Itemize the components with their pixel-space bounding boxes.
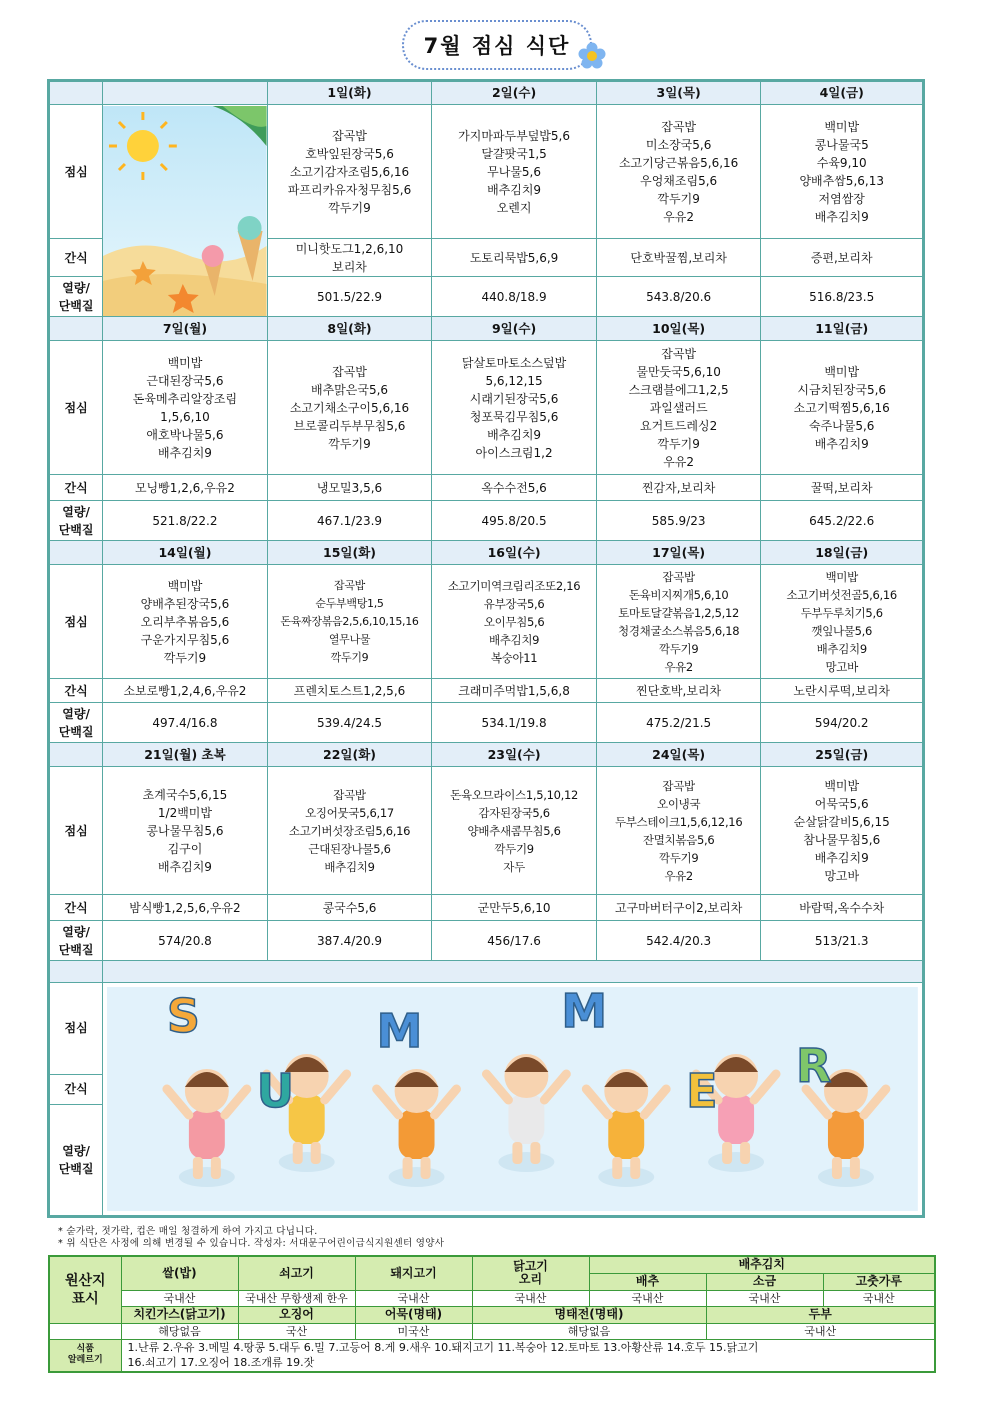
origin-header: 명태전(명태): [472, 1306, 706, 1323]
snack-cell: 증편,보리차: [761, 239, 924, 277]
row-label-energy: 열량/ 단백질: [49, 921, 103, 961]
origin-value: 국산: [238, 1323, 355, 1339]
date-cell: 18일(금): [761, 541, 924, 565]
energy-cell: 495.8/20.5: [432, 501, 597, 541]
lunch-cell: 초계국수5,6,15 1/2백미밥 콩나물무침5,6 김구이 배추김치9: [103, 767, 268, 895]
beach-illustration: [103, 105, 268, 317]
lunch-cell: 잡곡밥 미소장국5,6 소고기당근볶음5,6,16 우엉채조림5,6 깍두기9 우유2: [596, 105, 761, 239]
week-2-energy: [49, 501, 924, 541]
origin-header: 두부: [706, 1306, 935, 1323]
lunch-cell: 잡곡밥 돈육비지찌개5,6,10 토마토달걀볶음1,2,5,12 청경채굴소스볶음5,6,18 깍두기9 우유2: [596, 565, 761, 679]
note-line: * 숟가락, 젓가락, 컵은 매일 청결하게 하여 가지고 다닙니다.: [58, 1226, 318, 1237]
lunch-cell: 잡곡밥 호박잎된장국5,6 소고기감자조림5,6,16 파프리카유자청무침5,6 깍두기9: [267, 105, 432, 239]
week-5-lunch: [49, 983, 924, 1075]
origin-table: [48, 1255, 936, 1373]
origin-value: 미국산: [355, 1323, 472, 1339]
summer-kids-image: [107, 987, 918, 1211]
row-label-energy: 열량/ 단백질: [49, 501, 103, 541]
date-cell: 21일(월) 초복: [103, 743, 268, 767]
energy-cell: 542.4/20.3: [596, 921, 761, 961]
snack-cell: 밤식빵1,2,5,6,우유2: [103, 895, 268, 921]
lunch-cell: 잡곡밥 물만둣국5,6,10 스크램블에그1,2,5 과일샐러드 요거트드레싱2 깍두기9 우유2: [596, 341, 761, 475]
summer-letter: R: [796, 1038, 832, 1094]
date-cell: 14일(월): [103, 541, 268, 565]
energy-cell: 501.5/22.9: [267, 277, 432, 317]
lunch-cell: 잡곡밥 오징어뭇국5,6,17 소고기버섯장조림5,6,16 근대된장나물5,6 배추김치9: [267, 767, 432, 895]
snack-cell: 냉모밀3,5,6: [267, 475, 432, 501]
allergy-text: 1.난류 2.우유 3.메밀 4.땅콩 5.대두 6.밀 7.고등어 8.게 9.새우 10.돼지고기 11.복숭아 12.토마토 13.아황산류 14.호두 15.닭고기 16.쇠고기 17.오징어 18.조개류 19.잣: [121, 1339, 935, 1372]
summer-letter: M: [376, 1003, 423, 1059]
snack-cell: 꿀떡,보리차: [761, 475, 924, 501]
summer-letter: E: [686, 1063, 718, 1119]
energy-cell: 497.4/16.8: [103, 703, 268, 743]
lunch-cell: 가지마파두부덮밥5,6 달걀팟국1,5 무나물5,6 배추김치9 오렌지: [432, 105, 597, 239]
date-cell: 16일(수): [432, 541, 597, 565]
date-cell: 3일(목): [596, 81, 761, 105]
snack-cell: 바람떡,옥수수차: [761, 895, 924, 921]
week-5-dates: [49, 961, 924, 983]
energy-cell: 516.8/23.5: [761, 277, 924, 317]
week-4-energy: [49, 921, 924, 961]
date-cell: 7일(월): [103, 317, 268, 341]
lunch-cell: 잡곡밥 배추맑은국5,6 소고기채소구이5,6,16 브로콜리두부무침5,6 깍두기9: [267, 341, 432, 475]
origin-header: 오징어: [238, 1306, 355, 1323]
origin-value: 국내산: [589, 1290, 706, 1306]
origin-value: 국내산: [706, 1290, 823, 1306]
lunch-cell: 백미밥 근대된장국5,6 돈육메추리알장조림 1,5,6,10 애호박나물5,6 배추김치9: [103, 341, 268, 475]
lunch-cell: 백미밥 양배추된장국5,6 오리부추볶음5,6 구운가지무침5,6 깍두기9: [103, 565, 268, 679]
snack-cell: 크래미주먹밥1,5,6,8: [432, 679, 597, 703]
week-3-lunch: [49, 565, 924, 679]
date-cell: 15일(화): [267, 541, 432, 565]
date-cell: 25일(금): [761, 743, 924, 767]
energy-cell: 585.9/23: [596, 501, 761, 541]
origin-header: 쇠고기: [238, 1256, 355, 1290]
row-label-lunch: 점심: [49, 767, 103, 895]
energy-cell: 645.2/22.6: [761, 501, 924, 541]
date-cell: 10일(목): [596, 317, 761, 341]
snack-cell: 프렌치토스트1,2,5,6: [267, 679, 432, 703]
lunch-cell: 백미밥 어묵국5,6 순살닭갈비5,6,15 참나물무침5,6 배추김치9 망고바: [761, 767, 924, 895]
origin-value: 해당없음: [121, 1323, 238, 1339]
snack-cell: 군만두5,6,10: [432, 895, 597, 921]
snack-cell: 찐단호박,보리차: [596, 679, 761, 703]
origin-header: 닭고기 오리: [472, 1256, 589, 1290]
snack-cell: 노란시루떡,보리차: [761, 679, 924, 703]
week-3-dates: [49, 541, 924, 565]
row-label-snack: 간식: [49, 239, 103, 277]
week-4-lunch: [49, 767, 924, 895]
summer-letter: U: [256, 1063, 295, 1119]
date-cell: 24일(목): [596, 743, 761, 767]
origin-value: 국내산: [706, 1323, 935, 1339]
week-4-snack: [49, 895, 924, 921]
snack-cell: 찐감자,보리차: [596, 475, 761, 501]
snack-cell: 고구마버터구이2,보리차: [596, 895, 761, 921]
origin-value: 국내산: [823, 1290, 935, 1306]
energy-cell: 594/20.2: [761, 703, 924, 743]
row-label-energy: 열량/ 단백질: [49, 277, 103, 317]
energy-cell: 543.8/20.6: [596, 277, 761, 317]
lunch-cell: 백미밥 소고기버섯전골5,6,16 두부두루치기5,6 깻잎나물5,6 배추김치9 망고바: [761, 565, 924, 679]
week-4-dates: [49, 743, 924, 767]
allergy-label: 식품 알레르기: [49, 1339, 121, 1372]
note-line: * 위 식단은 사정에 의해 변경될 수 있습니다. 작성자: 서대문구어린이급식지원센터 영양사: [58, 1238, 445, 1249]
week-3-snack: [49, 679, 924, 703]
energy-cell: 534.1/19.8: [432, 703, 597, 743]
row-label-energy: 열량/ 단백질: [49, 703, 103, 743]
summer-illustration: [103, 983, 924, 1217]
week-1-lunch: [49, 105, 924, 239]
origin-header: 치킨가스(닭고기): [121, 1306, 238, 1323]
row-label-lunch: 점심: [49, 341, 103, 475]
snack-cell: 옥수수전5,6: [432, 475, 597, 501]
week-2-dates: [49, 317, 924, 341]
lunch-cell: 닭살토마토소스덮밥 5,6,12,15 시래기된장국5,6 청포묵김무침5,6 배추김치9 아이스크림1,2: [432, 341, 597, 475]
row-label-lunch: 점심: [49, 565, 103, 679]
date-cell: 9일(수): [432, 317, 597, 341]
date-cell: 23일(수): [432, 743, 597, 767]
week-1-dates: [49, 81, 924, 105]
summer-letter: S: [167, 988, 201, 1044]
energy-cell: 521.8/22.2: [103, 501, 268, 541]
week-2-snack: [49, 475, 924, 501]
row-label-snack: 간식: [49, 475, 103, 501]
beach-image: [103, 106, 267, 316]
notes: [58, 1226, 444, 1250]
snack-cell: 모닝빵1,2,6,우유2: [103, 475, 268, 501]
origin-title: 원산지 표시: [49, 1256, 121, 1323]
energy-cell: 467.1/23.9: [267, 501, 432, 541]
week-3-energy: [49, 703, 924, 743]
origin-subheader: 고춧가루: [823, 1273, 935, 1290]
lunch-cell: 돈육오므라이스1,5,10,12 감자된장국5,6 양배추새콤무침5,6 깍두기9 자두: [432, 767, 597, 895]
date-cell: 11일(금): [761, 317, 924, 341]
origin-value: 국내산: [472, 1290, 589, 1306]
date-cell: 17일(목): [596, 541, 761, 565]
date-cell: 2일(수): [432, 81, 597, 105]
energy-cell: 513/21.3: [761, 921, 924, 961]
lunch-cell: 백미밥 콩나물국5 수육9,10 양배추쌈5,6,13 저염쌈장 배추김치9: [761, 105, 924, 239]
origin-header: 어묵(명태): [355, 1306, 472, 1323]
date-cell: 4일(금): [761, 81, 924, 105]
date-cell: 1일(화): [267, 81, 432, 105]
lunch-cell: 소고기미역크림리조또2,16 유부장국5,6 오이무침5,6 배추김치9 복숭아11: [432, 565, 597, 679]
energy-cell: 440.8/18.9: [432, 277, 597, 317]
lunch-cell: 잡곡밥 오이냉국 두부스테이크1,5,6,12,16 잔멸치볶음5,6 깍두기9 우유2: [596, 767, 761, 895]
title-area: [0, 18, 992, 72]
origin-value: 국내산: [121, 1290, 238, 1306]
energy-cell: 387.4/20.9: [267, 921, 432, 961]
date-cell: 8일(화): [267, 317, 432, 341]
origin-header-kimchi: 배추김치: [589, 1256, 935, 1273]
snack-cell: 소보로빵1,2,4,6,우유2: [103, 679, 268, 703]
snack-cell: 미니핫도그1,2,6,10 보리차: [267, 239, 432, 277]
row-label-energy: 열량/ 단백질: [49, 1105, 103, 1217]
flower-icon: [578, 42, 606, 70]
page-title: 7월 점심 식단: [402, 20, 592, 70]
row-label-snack: 간식: [49, 679, 103, 703]
summer-letter: M: [561, 987, 608, 1039]
row-label-snack: 간식: [49, 895, 103, 921]
origin-value: 해당없음: [472, 1323, 706, 1339]
origin-subheader: 소금: [706, 1273, 823, 1290]
energy-cell: 539.4/24.5: [267, 703, 432, 743]
energy-cell: 475.2/21.5: [596, 703, 761, 743]
origin-subheader: 배추: [589, 1273, 706, 1290]
snack-cell: 도토리묵밥5,6,9: [432, 239, 597, 277]
origin-value: 국내산: [355, 1290, 472, 1306]
date-cell: 22일(화): [267, 743, 432, 767]
row-label-snack: 간식: [49, 1074, 103, 1105]
week-2-lunch: [49, 341, 924, 475]
origin-header: 쌀(밥): [121, 1256, 238, 1290]
row-label-lunch: 점심: [49, 105, 103, 239]
energy-cell: 456/17.6: [432, 921, 597, 961]
origin-header: 돼지고기: [355, 1256, 472, 1290]
origin-value: 국내산 무항생제 한우: [238, 1290, 355, 1306]
lunch-cell: 잡곡밥 순두부백탕1,5 돈육짜장볶음2,5,6,10,15,16 열무나물 깍두기9: [267, 565, 432, 679]
menu-table: [47, 79, 925, 1218]
lunch-cell: 백미밥 시금치된장국5,6 소고기떡찜5,6,16 숙주나물5,6 배추김치9: [761, 341, 924, 475]
energy-cell: 574/20.8: [103, 921, 268, 961]
snack-cell: 단호박꿀찜,보리차: [596, 239, 761, 277]
row-label-lunch: 점심: [49, 983, 103, 1075]
snack-cell: 콩국수5,6: [267, 895, 432, 921]
